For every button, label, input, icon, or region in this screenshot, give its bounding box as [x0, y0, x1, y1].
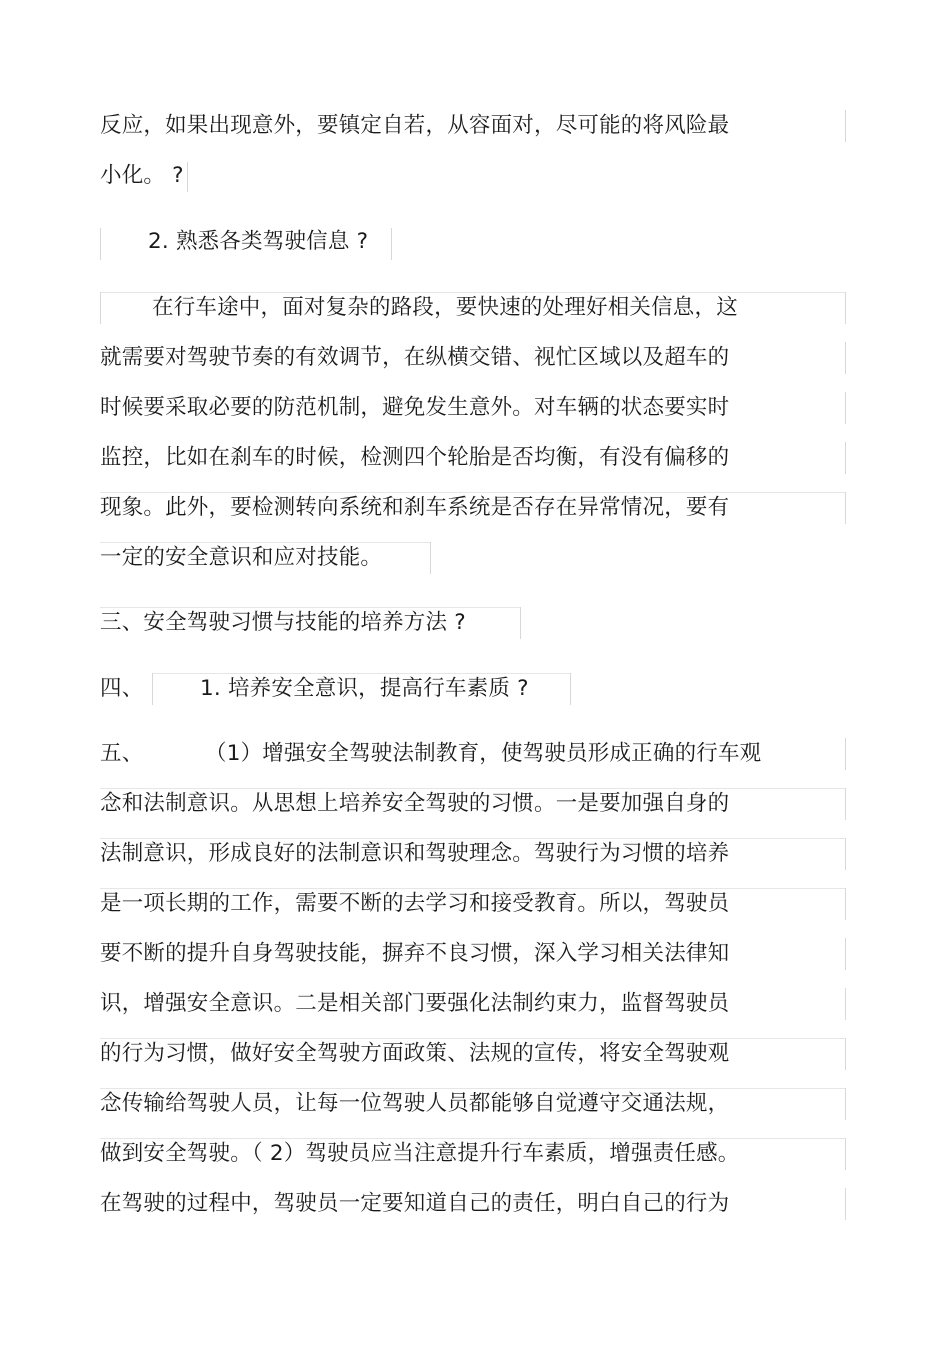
body-line: 就需要对驾驶节奏的有效调节，在纵横交错、视忙区域以及超车的: [100, 345, 730, 370]
body-line: 做到安全驾驶。（ 2）驾驶员应当注意提升行车素质，增强责任感。: [100, 1141, 740, 1166]
body-line: 监控，比如在刹车的时候，检测四个轮胎是否均衡，有没有偏移的: [100, 445, 730, 470]
box-edge: [845, 110, 846, 142]
box-edge: [520, 607, 521, 639]
box-edge: [845, 738, 846, 770]
body-line: 念传输给驾驶人员，让每一位驾驶人员都能够自觉遵守交通法规，: [100, 1091, 730, 1116]
box-edge: [845, 788, 846, 820]
box-edge: [845, 342, 846, 374]
box-edge: [845, 492, 846, 524]
section-heading: 三、安全驾驶习惯与技能的培养方法 ?: [100, 610, 466, 635]
box-edge: [845, 392, 846, 424]
box-edge: [845, 988, 846, 1020]
box-edge: [391, 228, 392, 260]
box-edge: [570, 673, 571, 705]
body-line: 要不断的提升自身驾驶技能，摒弃不良习惯，深入学习相关法律知: [100, 941, 730, 966]
body-line: 在行车途中，面对复杂的路段，要快速的处理好相关信息，这: [152, 295, 738, 320]
body-line: 一定的安全意识和应对技能。: [100, 545, 383, 570]
section-heading: 2. 熟悉各类驾驶信息 ?: [148, 229, 369, 254]
body-line: 法制意识，形成良好的法制意识和驾驶理念。驾驶行为习惯的培养: [100, 841, 730, 866]
body-line: 在驾驶的过程中，驾驶员一定要知道自己的责任，明白自己的行为: [100, 1191, 730, 1216]
box-edge: [152, 673, 153, 705]
box-edge: [845, 442, 846, 474]
body-line: 反应，如果出现意外，要镇定自若，从容面对，尽可能的将风险最: [100, 113, 730, 138]
box-edge: [100, 228, 101, 260]
body-line: （1）增强安全驾驶法制教育，使驾驶员形成正确的行车观: [205, 741, 762, 766]
box-edge: [845, 938, 846, 970]
body-line: 时候要采取必要的防范机制，避免发生意外。对车辆的状态要实时: [100, 395, 730, 420]
box-edge: [845, 838, 846, 870]
box-edge: [845, 1188, 846, 1220]
body-line: 的行为习惯，做好安全驾驶方面政策、法规的宣传，将安全驾驶观: [100, 1041, 730, 1066]
list-marker: 四、: [100, 676, 144, 701]
body-line: 识，增强安全意识。二是相关部门要强化法制约束力，监督驾驶员: [100, 991, 730, 1016]
box-edge: [845, 1038, 846, 1070]
body-line: 小化。 ?: [100, 163, 184, 188]
box-edge: [845, 1088, 846, 1120]
section-heading: 1. 培养安全意识，提高行车素质 ?: [200, 676, 529, 701]
body-line: 是一项长期的工作，需要不断的去学习和接受教育。所以，驾驶员: [100, 891, 730, 916]
box-edge: [430, 542, 431, 574]
box-edge: [845, 1138, 846, 1170]
body-line: 现象。此外，要检测转向系统和刹车系统是否存在异常情况，要有: [100, 495, 730, 520]
box-edge: [187, 162, 188, 192]
list-marker: 五、: [100, 741, 144, 766]
box-edge: [845, 292, 846, 324]
body-line: 念和法制意识。从思想上培养安全驾驶的习惯。一是要加强自身的: [100, 791, 730, 816]
box-edge: [845, 888, 846, 920]
box-edge: [100, 292, 101, 324]
